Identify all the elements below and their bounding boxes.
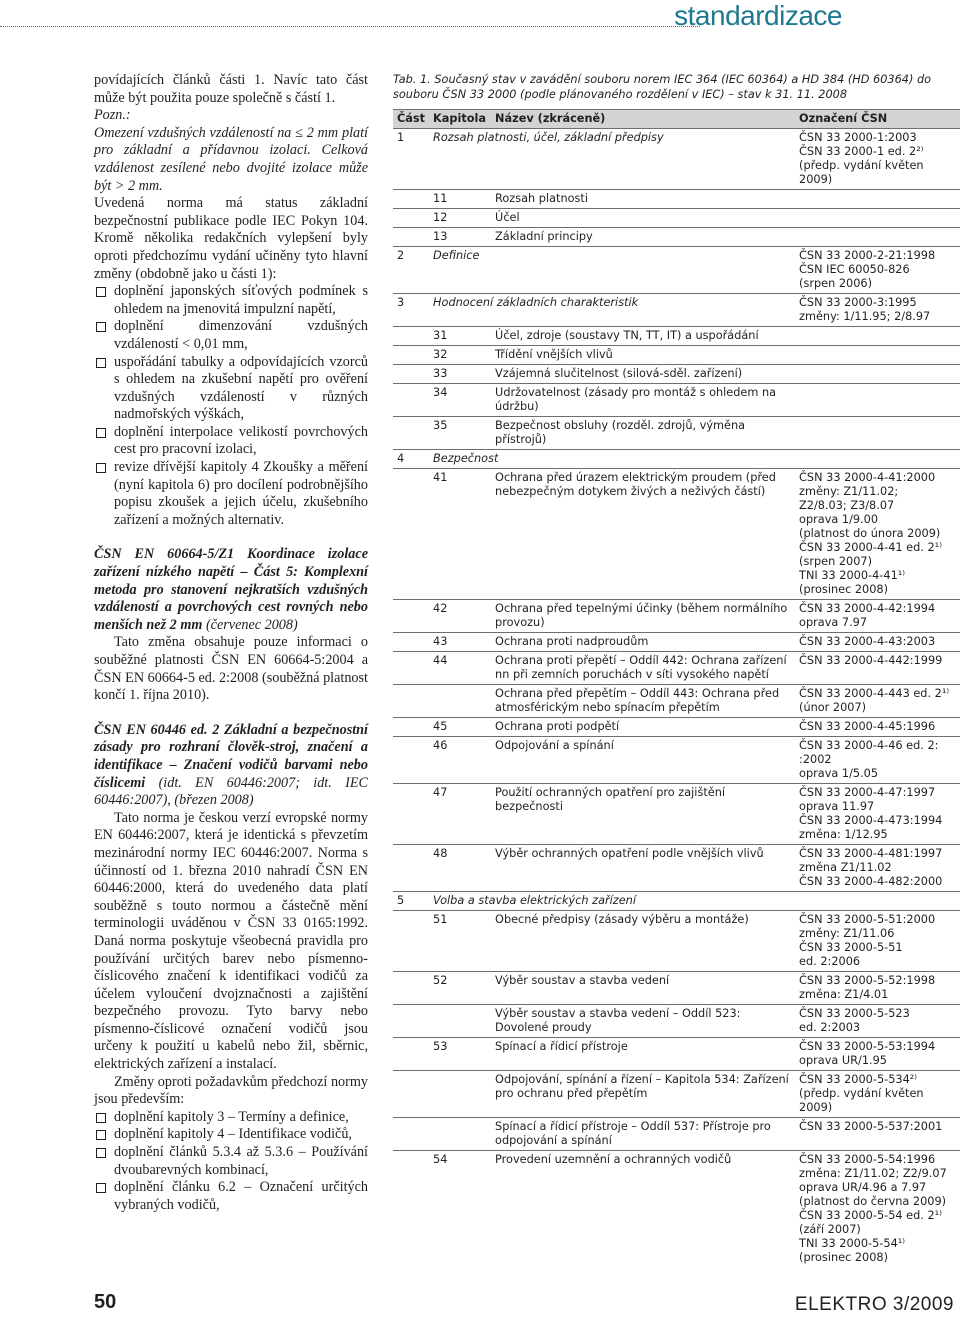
table-row [393, 1038, 960, 1071]
name-cell: Základní principy [491, 228, 795, 247]
csn-cell: ČSN 33 2000-4-41:2000 změny: Z1/11.02; Z2/8.03; Z3/8.07 oprava 1/9.00 (platnost do února 2009) ČSN 33 2000-4-41 ed. 2¹⁾ (srpen 2007) TNI 33 2000-4-41¹⁾ (prosinec 2008) [795, 469, 960, 600]
csn-cell: ČSN 33 2000-5-52:1998 změna: Z1/4.01 [795, 972, 960, 1005]
table-row [393, 685, 960, 718]
chapter-cell: 33 [429, 365, 491, 384]
chapter-cell: 43 [429, 633, 491, 652]
csn-cell: ČSN 33 2000-5-54:1996 změna: Z1/11.02; Z2/9.07 oprava UR/4.96 a 7.97 (platnost do června 2009) ČSN 33 2000-5-54 ed. 2¹⁾ (září 2007) TNI 33 2000-5-54¹⁾ (prosinec 2008) [795, 1151, 960, 1268]
csn-cell [795, 190, 960, 209]
csn-cell: ČSN 33 2000-4-442:1999 [795, 652, 960, 685]
csn-cell: ČSN 33 2000-5-523 ed. 2:2003 [795, 1005, 960, 1038]
change-list [94, 1109, 368, 1215]
part-cell [393, 633, 429, 652]
part-title-cell: Rozsah platnosti, účel, základní předpisy [429, 129, 795, 190]
table-row [393, 600, 960, 633]
chapter-cell: 48 [429, 845, 491, 892]
csn-cell [795, 327, 960, 346]
table-header-row [393, 110, 960, 129]
table-row [393, 1151, 960, 1268]
header-cell: Část [393, 110, 429, 129]
chapter-cell: 13 [429, 228, 491, 247]
name-cell: Udržovatelnost (zásady pro montáž s ohledem na údržbu) [491, 384, 795, 417]
checkbox-bullet-icon [96, 1183, 106, 1193]
name-cell: Použití ochranných opatření pro zajištění bezpečnosti [491, 784, 795, 845]
part-cell [393, 1038, 429, 1071]
table-body [393, 129, 960, 1268]
csn-cell: ČSN 33 2000-4-481:1997 změna Z1/11.02 ČSN 33 2000-4-482:2000 [795, 845, 960, 892]
chapter-cell: 52 [429, 972, 491, 1005]
chapter-cell: 11 [429, 190, 491, 209]
name-cell: Výběr soustav a stavba vedení [491, 972, 795, 1005]
csn-cell: ČSN 33 2000-5-51:2000 změny: Z1/11.06 ČSN 33 2000-5-51 ed. 2:2006 [795, 911, 960, 972]
checkbox-bullet-icon [96, 322, 106, 332]
paragraph: Změny oproti požadavkům předchozí normy jsou především: [94, 1073, 368, 1108]
part-cell [393, 685, 429, 718]
part-cell: 5 [393, 892, 429, 911]
name-cell: Rozsah platnosti [491, 190, 795, 209]
note-label: Pozn.: [94, 107, 131, 124]
part-cell [393, 911, 429, 972]
part-cell [393, 469, 429, 600]
chapter-cell: 42 [429, 600, 491, 633]
part-cell [393, 845, 429, 892]
table-row [393, 972, 960, 1005]
journal-issue: ELEKTRO 3/2009 [794, 1294, 954, 1315]
part-cell [393, 209, 429, 228]
name-cell: Vzájemná slučitelnost (silová-sděl. zařízení) [491, 365, 795, 384]
csn-cell: ČSN 33 2000-4-47:1997 oprava 11.97 ČSN 33 2000-4-473:1994 změna: 1/12.95 [795, 784, 960, 845]
standard-heading: ČSN EN 60446 ed. 2 Základní a bezpečnostní zásady pro rozhraní člověk-stroj, značení a identifikace – Značení vodičů barvami nebo číslicemi (idt. EN 60446:2007; idt. IEC 60446:2007), (březen 2008) [94, 721, 368, 809]
name-cell: Ochrana proti nadproudům [491, 633, 795, 652]
part-title-cell: Hodnocení základních charakteristik [429, 294, 795, 327]
part-cell [393, 1071, 429, 1118]
list-item: doplnění kapitoly 3 – Termíny a definice, [94, 1109, 368, 1127]
chapter-cell: 44 [429, 652, 491, 685]
name-cell: Spínací a řídicí přístroje [491, 1038, 795, 1071]
part-cell [393, 384, 429, 417]
left-column [94, 72, 368, 1214]
list-item: doplnění kapitoly 4 – Identifikace vodičů, [94, 1126, 368, 1144]
csn-cell [795, 450, 960, 469]
name-cell: Obecné předpisy (zásady výběru a montáže) [491, 911, 795, 972]
csn-cell [795, 384, 960, 417]
chapter-cell: 32 [429, 346, 491, 365]
csn-cell: ČSN 33 2000-5-537:2001 [795, 1118, 960, 1151]
csn-cell: ČSN 33 2000-4-45:1996 [795, 718, 960, 737]
chapter-cell: 41 [429, 469, 491, 600]
part-cell [393, 327, 429, 346]
checkbox-bullet-icon [96, 1148, 106, 1158]
table-row [393, 247, 960, 294]
name-cell: Ochrana před tepelnými účinky (během normálního provozu) [491, 600, 795, 633]
name-cell: Spínací a řídicí přístroje – Oddíl 537: Přístroje pro odpojování a spínání [491, 1118, 795, 1151]
name-cell: Třídění vnějších vlivů [491, 346, 795, 365]
name-cell: Ochrana před úrazem elektrickým proudem (před nebezpečným dotykem živých a neživých částí) [491, 469, 795, 600]
header-cell: Kapitola [429, 110, 491, 129]
table-row [393, 718, 960, 737]
checkbox-bullet-icon [96, 358, 106, 368]
part-cell: 2 [393, 247, 429, 294]
table-row [393, 327, 960, 346]
part-cell [393, 190, 429, 209]
table-row [393, 1118, 960, 1151]
part-title-cell: Volba a stavba elektrických zařízení [429, 892, 795, 911]
table-row [393, 1005, 960, 1038]
chapter-cell [429, 1071, 491, 1118]
table-row [393, 190, 960, 209]
checkbox-bullet-icon [96, 463, 106, 473]
checkbox-bullet-icon [96, 428, 106, 438]
part-cell: 1 [393, 129, 429, 190]
part-title-cell: Bezpečnost [429, 450, 795, 469]
name-cell: Výběr soustav a stavba vedení – Oddíl 523: Dovolené proudy [491, 1005, 795, 1038]
part-cell [393, 652, 429, 685]
chapter-cell: 54 [429, 1151, 491, 1268]
part-cell [393, 972, 429, 1005]
chapter-cell: 35 [429, 417, 491, 450]
name-cell: Provedení uzemnění a ochranných vodičů [491, 1151, 795, 1268]
header-cell: Název (zkráceně) [491, 110, 795, 129]
table-row [393, 417, 960, 450]
paragraph: Uvedená norma má status základní bezpečnostní publikace podle IEC Pokyn 104. Kromě několika redakčních vylepšení byly oproti předchozímu vydání učiněny tyto hlavní změny (obdobně jako u části 1): [94, 195, 368, 282]
section-title: standardizace [674, 0, 842, 31]
checkbox-bullet-icon [96, 287, 106, 297]
table-row [393, 892, 960, 911]
part-cell [393, 228, 429, 247]
csn-cell [795, 346, 960, 365]
name-cell: Výběr ochranných opatření podle vnějších vlivů [491, 845, 795, 892]
table-row [393, 469, 960, 600]
csn-cell [795, 365, 960, 384]
chapter-cell: 46 [429, 737, 491, 784]
standard-heading: ČSN EN 60664-5/Z1 Koordinace izolace zařízení nízkého napětí – Část 5: Komplexní metoda pro stanovení nejkratších vzdušných vzdáleností a povrchových cest rovných nebo menších než 2 mm (červenec 2008) [94, 546, 368, 633]
csn-cell: ČSN 33 2000-4-443 ed. 2¹⁾ (únor 2007) [795, 685, 960, 718]
part-cell [393, 365, 429, 384]
name-cell: Odpojování a spínání [491, 737, 795, 784]
table-row [393, 784, 960, 845]
part-cell [393, 784, 429, 845]
chapter-cell [429, 1118, 491, 1151]
part-cell [393, 718, 429, 737]
csn-cell: ČSN 33 2000-4-42:1994 oprava 7.97 [795, 600, 960, 633]
checkbox-bullet-icon [96, 1113, 106, 1123]
chapter-cell: 34 [429, 384, 491, 417]
csn-cell: ČSN 33 2000-4-43:2003 [795, 633, 960, 652]
table-row [393, 365, 960, 384]
table-row [393, 384, 960, 417]
chapter-cell: 53 [429, 1038, 491, 1071]
csn-cell: ČSN 33 2000-2-21:1998 ČSN IEC 60050-826 (srpen 2006) [795, 247, 960, 294]
name-cell: Účel, zdroje (soustavy TN, TT, IT) a uspořádání [491, 327, 795, 346]
part-cell [393, 1005, 429, 1038]
csn-cell [795, 892, 960, 911]
name-cell: Bezpečnost obsluhy (rozděl. zdrojů, výměna přístrojů) [491, 417, 795, 450]
change-list [94, 283, 368, 529]
table-row [393, 209, 960, 228]
part-cell [393, 1118, 429, 1151]
chapter-cell: 45 [429, 718, 491, 737]
table-row [393, 346, 960, 365]
standards-table [393, 109, 960, 1267]
header-cell: Označení ČSN [795, 110, 960, 129]
csn-cell [795, 228, 960, 247]
table-row [393, 737, 960, 784]
part-cell [393, 417, 429, 450]
list-item: doplnění článků 5.3.4 až 5.3.6 – Používání dvoubarevných kombinací, [94, 1144, 368, 1179]
table-row [393, 633, 960, 652]
part-cell [393, 737, 429, 784]
chapter-cell [429, 1005, 491, 1038]
chapter-cell: 12 [429, 209, 491, 228]
name-cell: Účel [491, 209, 795, 228]
name-cell: Ochrana před přepětím – Oddíl 443: Ochrana před atmosférickým nebo spínacím přepětím [491, 685, 795, 718]
part-title-cell: Definice [429, 247, 795, 294]
part-cell [393, 346, 429, 365]
list-item: doplnění dimenzování vzdušných vzdáleností < 0,01 mm, [94, 318, 368, 353]
chapter-cell: 51 [429, 911, 491, 972]
table-row [393, 845, 960, 892]
list-item: uspořádání tabulky a odpovídajících vzorců s ohledem na zkušební napětí pro ověření vzdušných vzdáleností v různých nadmořských výškách, [94, 354, 368, 424]
csn-cell: ČSN 33 2000-5-53:1994 oprava UR/1.95 [795, 1038, 960, 1071]
table-row [393, 911, 960, 972]
list-item: revize dřívější kapitoly 4 Zkoušky a měření (nyní kapitola 6) pro docílení podrobnějšího popisu zkoušek a jejich účelu, zkušebního zařízení a možných alternativ. [94, 459, 368, 529]
name-cell: Ochrana proti podpětí [491, 718, 795, 737]
csn-cell [795, 209, 960, 228]
page-number: 50 [94, 1291, 117, 1313]
table-row [393, 228, 960, 247]
paragraph: Tato změna obsahuje pouze informaci o souběžné platnosti ČSN EN 60664-5:2004 a ČSN EN 60664-5 ed. 2:2008 (souběžná platnost končí 1. října 2010). [94, 634, 368, 704]
name-cell: Ochrana proti přepětí – Oddíl 442: Ochrana zařízení nn při zemních poruchách v síti vysokého napětí [491, 652, 795, 685]
checkbox-bullet-icon [96, 1130, 106, 1140]
csn-cell: ČSN 33 2000-1:2003 ČSN 33 2000-1 ed. 2²⁾ (předp. vydání květen 2009) [795, 129, 960, 190]
chapter-cell: 31 [429, 327, 491, 346]
table-caption: Tab. 1. Současný stav v zavádění souboru norem IEC 364 (IEC 60364) a HD 384 (HD 60364) do souboru ČSN 33 2000 (podle plánovaného rozdělení v IEC) – stav k 31. 11. 2008 [393, 73, 932, 101]
chapter-cell [429, 685, 491, 718]
table-row [393, 1071, 960, 1118]
list-item: doplnění interpolace velikostí povrchových cest pro pracovní izolaci, [94, 424, 368, 459]
part-cell [393, 1151, 429, 1268]
part-cell [393, 600, 429, 633]
csn-cell: ČSN 33 2000-3:1995 změny: 1/11.95; 2/8.97 [795, 294, 960, 327]
table-row [393, 129, 960, 190]
name-cell: Odpojování, spínání a řízení – Kapitola 534: Zařízení pro ochranu před přepětím [491, 1071, 795, 1118]
csn-cell: ČSN 33 2000-4-46 ed. 2: :2002 oprava 1/5.05 [795, 737, 960, 784]
paragraph: povídajících článků části 1. Navíc tato část může být použita pouze společně s částí 1. [94, 72, 368, 106]
chapter-cell: 47 [429, 784, 491, 845]
part-cell: 3 [393, 294, 429, 327]
csn-cell: ČSN 33 2000-5-534²⁾ (předp. vydání květen 2009) [795, 1071, 960, 1118]
table-row [393, 652, 960, 685]
csn-cell [795, 417, 960, 450]
paragraph: Tato norma je českou verzí evropské normy EN 60446:2007, která je identická s převzetím mezinárodní normy IEC 60446:2007. Norma s účinností od 1. března 2010 nahradí ČSN EN 60446:2000, která do uvedeného data platí souběžně s touto normou a částečně mění terminologii uváděnou v ČSN 33 0165:1992. Daná norma poskytuje všeobecná pravidla pro používání určitých barev nebo písmenno-číslicového značení k identifikaci vodičů za účelem vyloučení dvojznačnosti a zajištění bezpečného provozu. Tyto barvy nebo písmenno-číslicové označení vodičů jsou určeny k použití u kabelů nebo žil, sběrnic, elektrických zařízení a instalací. [94, 809, 368, 1073]
part-cell: 4 [393, 450, 429, 469]
list-item: doplnění japonských síťových podmínek s ohledem na jmenovitá impulzní napětí, [94, 283, 368, 318]
note-text: Omezení vzdušných vzdáleností na ≤ 2 mm platí pro základní a přídavnou izolaci. Celková vzdálenost zesílené nebo dvojité izolace může být > 2 mm. [94, 124, 368, 194]
header-rule [0, 26, 700, 27]
table-row [393, 294, 960, 327]
list-item: doplnění článku 6.2 – Označení určitých vybraných vodičů, [94, 1179, 368, 1214]
table-row [393, 450, 960, 469]
